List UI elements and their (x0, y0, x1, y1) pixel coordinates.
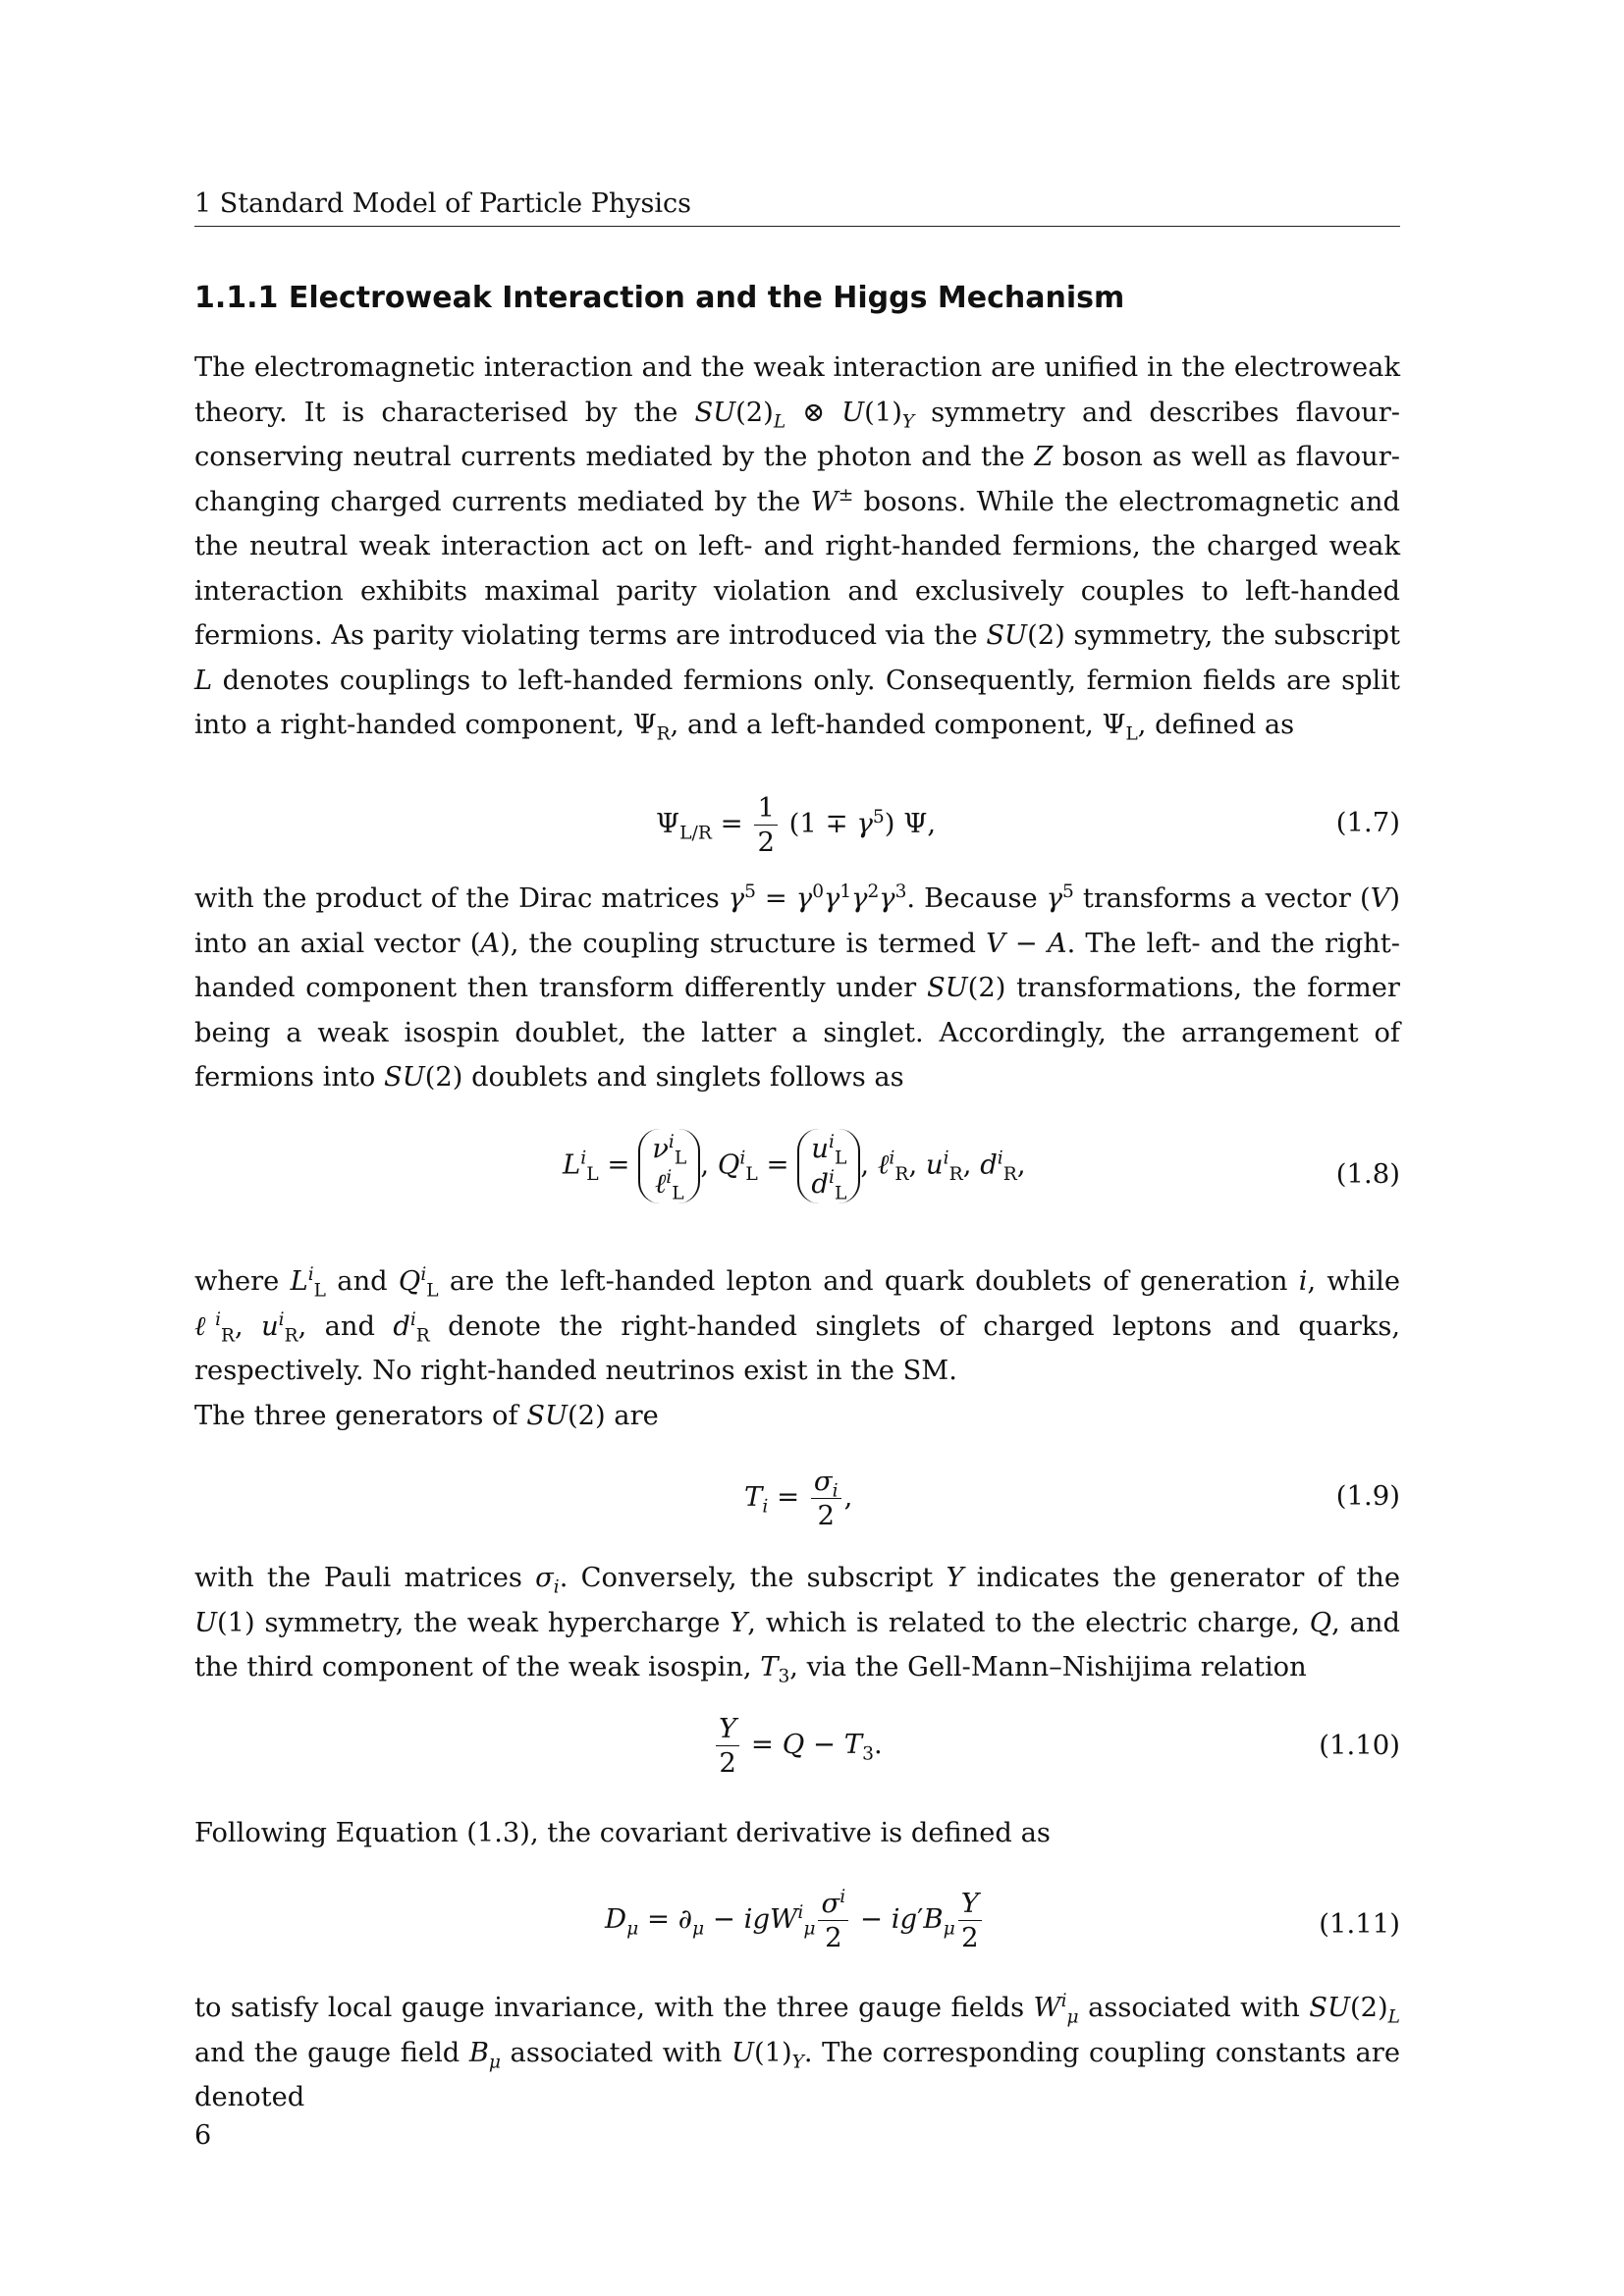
equation-number: (1.8) (1335, 1158, 1400, 1190)
paragraph-intro: The electromagnetic interaction and the weak interaction are unified in the electroweak theory. It is characterised by the $SU(2)_L$ ⊗ $U(1)_Y$ symmetry and describes flavour-conserving neutral currents mediated by the photon and the Z boson as well as flavour-changing charged currents mediated by the W± bosons. While the electromagnetic and the neutral weak interaction act on left- and right-handed fermions, the charged weak interaction exhibits maximal parity violation and exclusively couples to left-handed fermions. As parity violating terms are introduced via the SU(2) symmetry, the subscript L denotes couplings to left-handed fermions only. Consequently, fermion fields are split into a right-handed component, $\Psi_R$, and a left-handed component, $\Psi_L$, defined as (194, 352, 1400, 745)
paragraph-doublets: where $L^i_L$ and $Q^i_L$ are the left-handed lepton and quark doublets of generation i, while ℓ$^i_R$, $u^i_R$, and $d^i_R$ denote the right-handed singlets of charged leptons and quarks, respectively. No right-handed neutrinos exist in the SM. The three generators of SU(2) are (194, 1263, 1401, 1431)
document-page (194, 0, 1400, 2296)
page-number: 6 (194, 2120, 212, 2151)
equation-1-7: $\Psi_{L/R}$ = $\frac{1}{2}$ $(1 \mp \gamma^5)$ Ψ, (1.7) (656, 792, 1400, 858)
equation-1-10: $\frac{Y}{2}$ = $Q - T_3$. (1.10) (194, 1710, 1400, 1789)
paragraph-dirac: with the product of the Dirac matrices $\gamma^5 = \gamma^0\gamma^1\gamma^2\gamma^3$. Because $\gamma^5$ transforms a vector (V) into an axial vector (A), the coupling structure is termed V − A. The left- and the right-handed component then transform differently under SU(2) transformations, the former being a weak isospin doublet, the latter a singlet. Accordingly, the arrangement of fermions into SU(2) doublets and singlets follows as (194, 881, 1400, 1093)
running-head: 1 Standard Model of Particle Physics (194, 187, 1400, 227)
paragraph-covariant: Following Equation (1.3), the covariant derivative is defined as (194, 1818, 1051, 1848)
equation-1-9: $T_i$ = $\frac{\sigma_i}{2}$ , (1.9) (744, 1466, 1400, 1531)
equation-1-11: $D_\mu = \partial_\mu - igW^i_\mu$ $\frac{\sigma^i}{2}$ − $ig'B_\mu$ $\frac{Y}{2}$ (1.11) (605, 1886, 1400, 1953)
equation-number: (1.9) (1335, 1480, 1400, 1512)
equation-1-8: $L^i_L = \nu^i_L$ ℓ$^i_L$, $Q^i_L = u^i_L$ $d^i_L$, ℓ$^i_R$, $u^i_R$, $d^i_R$, (1.8) (194, 1129, 1400, 1227)
paragraph-hypercharge: with the Pauli matrices $\sigma_i$. Conversely, the subscript Y indicates the generator of the U(1) symmetry, the weak hypercharge Y, which is related to the electric charge, Q, and the third component of the weak isospin, $T_3$, via the Gell-Mann–Nishijima relation (194, 1563, 1400, 1687)
paragraph-gauge: to satisfy local gauge invariance, with the three gauge fields $W^i_\mu$ associated with $SU(2)_L$ and the gauge field $B_\mu$ associated with $U(1)_Y$. The corresponding coupling constants are denoted (194, 1990, 1400, 2112)
equation-number: (1.7) (1335, 807, 1400, 838)
section-title: 1.1.1 Electroweak Interaction and the Higgs Mechanism (194, 281, 1125, 315)
equation-number: (1.10) (1319, 1730, 1400, 1761)
equation-number: (1.11) (1319, 1908, 1400, 1940)
